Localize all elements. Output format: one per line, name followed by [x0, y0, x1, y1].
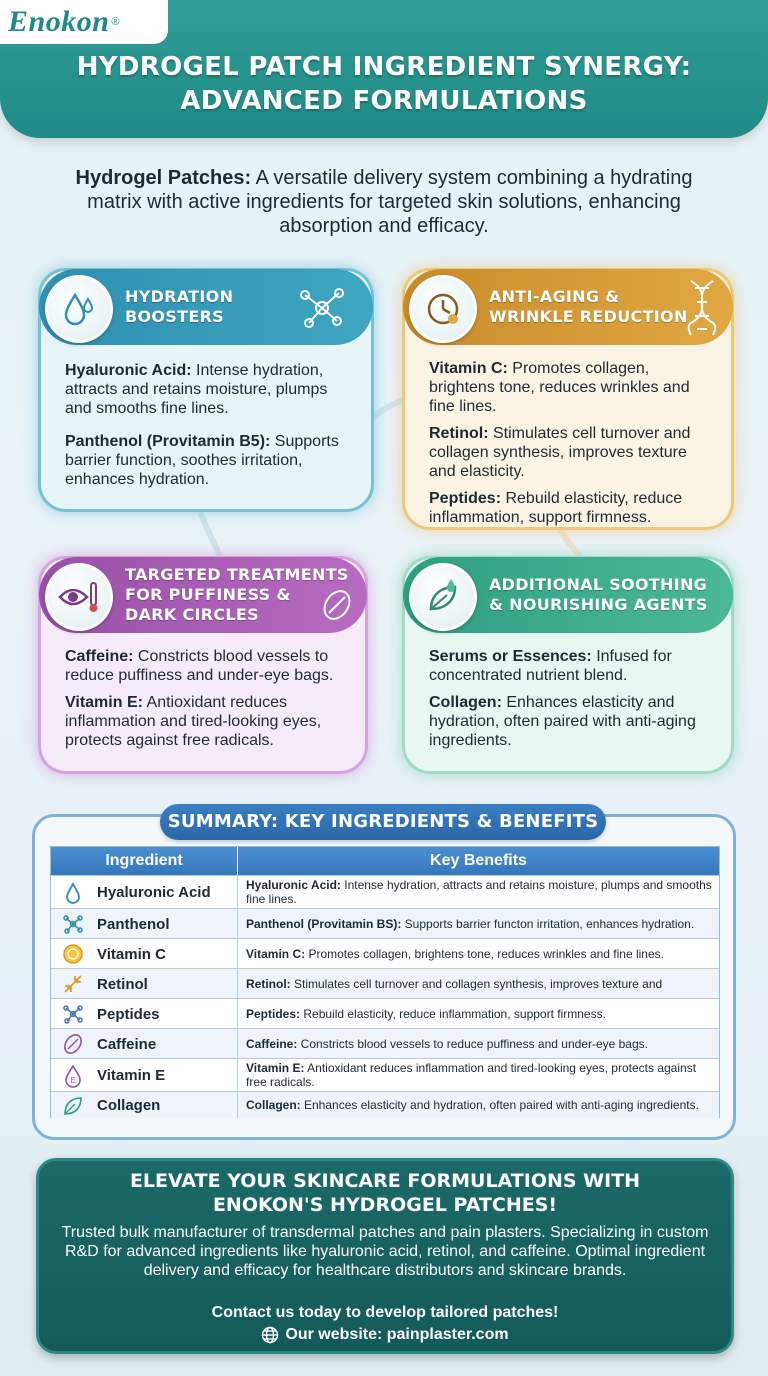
card-targeted-title: [125, 565, 349, 625]
cta-contact: Contact us today to develop tailored patches!: [211, 1304, 559, 1321]
list-item: [429, 489, 713, 527]
leaf-icon: [61, 1094, 85, 1118]
col-ingredient: Ingredient: [105, 852, 183, 869]
page-title-line1: HYDROGEL PATCH INGREDIENT SYNERGY:: [76, 52, 692, 82]
page-title-line2: ADVANCED FORMULATIONS: [180, 86, 588, 116]
list-item: [429, 693, 713, 750]
ingredient-name: Hyaluronic Acid: [97, 884, 211, 901]
summary-title: SUMMARY: KEY INGREDIENTS & BENEFITS: [160, 804, 606, 840]
ingredient-name: Vitamin C: [97, 946, 166, 963]
benefit-lead: Peptides:: [246, 1006, 301, 1021]
ingredient-name: Collagen: [97, 1097, 161, 1114]
card-soothing-title: [489, 575, 708, 615]
benefit-lead: Collagen:: [246, 1098, 301, 1112]
benefit-text: [237, 969, 717, 998]
card-antiaging-title-line2: WRINKLE REDUCTION: [489, 307, 688, 326]
card-targeted-body: [65, 647, 347, 758]
card-hydration-body: [65, 361, 353, 503]
globe-icon: [261, 1326, 279, 1344]
ingredient-text: Supports barrier function, soothes irritation, enhances hydration.: [65, 433, 339, 488]
molecule-icon: [295, 281, 349, 335]
benefit-body: Promotes collagen, brightens tone, reduces wrinkles and fine lines.: [305, 946, 664, 961]
benefit-text: [237, 999, 717, 1028]
ingredient-name: Hyaluronic Acid:: [65, 362, 192, 379]
benefit-lead: Retinol:: [246, 976, 291, 991]
card-targeted-title-line1: TARGETED TREATMENTS: [125, 565, 349, 584]
ingredient-name: Panthenol (Provitamin B5):: [65, 433, 271, 450]
cta-panel: [36, 1158, 734, 1354]
vitamin-e-icon: [61, 1064, 85, 1088]
list-item: [429, 424, 713, 481]
card-hydration-title: [125, 287, 233, 327]
card-hydration-title-line1: HYDRATION: [125, 287, 234, 306]
card-targeted-header: [39, 557, 367, 633]
ingredient-name: Peptides: [97, 1006, 160, 1023]
ingredient-name: Panthenol: [97, 916, 170, 933]
table-row: [51, 1028, 719, 1058]
card-antiaging-header: [403, 269, 733, 345]
card-soothing-title-line1: ADDITIONAL SOOTHING: [489, 575, 708, 594]
svg-text:E: E: [70, 1076, 76, 1085]
benefit-body: Constricts blood vessels to reduce puffiness and under-eye bags.: [297, 1036, 648, 1051]
benefit-text: [237, 1092, 717, 1118]
list-item: [429, 359, 713, 416]
ingredient-text: Stimulates cell turnover and collagen synthesis, improves texture and elasticity.: [429, 425, 691, 480]
drop-icon: [61, 881, 85, 905]
card-soothing-header: [403, 557, 733, 633]
benefit-lead: Panthenol (Provitamin BS):: [246, 916, 402, 931]
benefit-text: [237, 1029, 717, 1058]
list-item: [65, 693, 347, 750]
coffee-bean-icon: [61, 1032, 85, 1056]
benefit-lead: Hyaluronic Acid:: [246, 878, 341, 892]
ingredient-name: Collagen:: [429, 694, 502, 711]
intro-body: A versatile delivery system combining a hydrating matrix with active ingredients for targeted skin solutions, enhancing absorption and efficacy.: [87, 167, 693, 237]
list-item: [65, 432, 353, 489]
benefit-text: [237, 909, 717, 938]
benefit-body: Supports barrier functon irritation, enhances hydration.: [401, 916, 695, 931]
website-text[interactable]: Our website: painplaster.com: [285, 1326, 509, 1343]
benefit-lead: Vitamin C:: [246, 946, 306, 961]
dna-icon: [685, 279, 719, 337]
card-soothing-title-line2: & NOURISHING AGENTS: [489, 595, 708, 614]
list-item: [65, 647, 347, 685]
benefit-lead: Vitamin E:: [246, 1061, 305, 1075]
ingredient-text: Antioxidant reduces inflammation and tired-looking eyes, protects against free radicals.: [65, 694, 322, 749]
benefit-body: Enhances elasticity and hydration, often paired with anti-aging ingredients.: [300, 1098, 699, 1112]
ingredient-text: Infused for concentrated nutrient blend.: [429, 648, 672, 684]
intro-lead: Hydrogel Patches:: [75, 167, 252, 189]
card-antiaging-title: [489, 287, 688, 327]
ingredient-name: Peptides:: [429, 490, 502, 507]
molecule-icon: [61, 912, 85, 936]
eye-thermometer-icon: [45, 563, 113, 631]
cta-title-line2: ENOKON'S HYDROGEL PATCHES!: [212, 1194, 558, 1216]
ingredient-name: Vitamin C:: [429, 360, 508, 377]
table-row: [51, 1091, 719, 1118]
benefit-body: Antioxidant reduces inflammation and tired-looking eyes, protects against free radicals.: [246, 1061, 697, 1089]
card-antiaging-title-line1: ANTI-AGING &: [489, 287, 620, 306]
benefit-text: [237, 939, 717, 968]
ingredient-name: Retinol: [97, 976, 148, 993]
table-row: [51, 908, 719, 938]
ingredient-name: Caffeine:: [65, 648, 134, 665]
table-row: [51, 968, 719, 998]
benefit-body: Intense hydration, attracts and retains moisture, plumps and smooths fine lines.: [246, 878, 712, 906]
card-hydration-boosters: [38, 268, 374, 512]
table-header: [51, 847, 719, 875]
ingredient-text: Promotes collagen, brightens tone, reduces wrinkles and fine lines.: [429, 360, 690, 415]
list-item: [65, 361, 353, 418]
ingredient-text: Constricts blood vessels to reduce puffiness and under-eye bags.: [65, 648, 334, 684]
card-antiaging-body: [429, 359, 713, 535]
card-soothing-body: [429, 647, 713, 758]
ingredient-text: Enhances elasticity and hydration, often paired with anti-aging ingredients.: [429, 694, 696, 749]
col-benefits: Key Benefits: [237, 847, 719, 875]
cta-body: Trusted bulk manufacturer of transdermal patches and pain plasters. Specializing in custom R&D for advanced ingredients like hyaluronic acid, retinol, and caffeine. Optimal ingredient delivery and efficacy for healthcare distributors and skincare brands.: [61, 1224, 709, 1279]
ingredient-text: Rebuild elasticity, reduce inflammation, support firmness.: [429, 490, 683, 526]
clock-icon: [409, 275, 477, 343]
citrus-icon: [61, 942, 85, 966]
benefit-text: [237, 1059, 717, 1091]
cta-title-line1: ELEVATE YOUR SKINCARE FORMULATIONS WITH: [129, 1170, 641, 1192]
benefit-body: Stimulates cell turnover and collagen synthesis, improves texture and: [290, 976, 663, 991]
ingredient-name: Caffeine: [97, 1036, 157, 1053]
ingredient-text: Intense hydration, attracts and retains moisture, plumps and smooths fine lines.: [65, 362, 328, 417]
ingredient-name: Retinol:: [429, 425, 489, 442]
ingredient-name: Serums or Essences:: [429, 648, 592, 665]
card-targeted-title-line3: DARK CIRCLES: [125, 605, 259, 624]
coffee-bean-icon: [319, 587, 355, 623]
table-row: [51, 998, 719, 1028]
ingredient-name: Vitamin E:: [65, 694, 143, 711]
ingredient-name: Vitamin E: [97, 1067, 166, 1084]
cta-title: [49, 1169, 721, 1217]
list-item: [429, 647, 713, 685]
registered-mark: ®: [111, 16, 120, 28]
table-row: [51, 875, 719, 908]
benefit-text: [237, 876, 717, 908]
dna-icon: [61, 972, 85, 996]
table-row: [51, 938, 719, 968]
card-anti-aging: [402, 268, 734, 530]
benefit-lead: Caffeine:: [246, 1036, 298, 1051]
card-soothing-agents: [402, 556, 734, 774]
card-hydration-title-line2: BOOSTERS: [125, 307, 225, 326]
card-hydration-header: [39, 269, 373, 345]
website-link[interactable]: [49, 1325, 721, 1345]
water-drops-icon: [45, 275, 113, 343]
summary-table: [50, 846, 720, 1118]
table-row: [51, 1058, 719, 1091]
logo-text: Enokon: [8, 5, 110, 38]
card-targeted-title-line2: FOR PUFFINESS &: [125, 585, 291, 604]
molecule-icon: [61, 1002, 85, 1026]
benefit-body: Rebuild elasticity, reduce inflammation, support firmness.: [300, 1006, 606, 1021]
card-targeted-treatments: [38, 556, 368, 774]
leaf-drop-icon: [409, 563, 477, 631]
